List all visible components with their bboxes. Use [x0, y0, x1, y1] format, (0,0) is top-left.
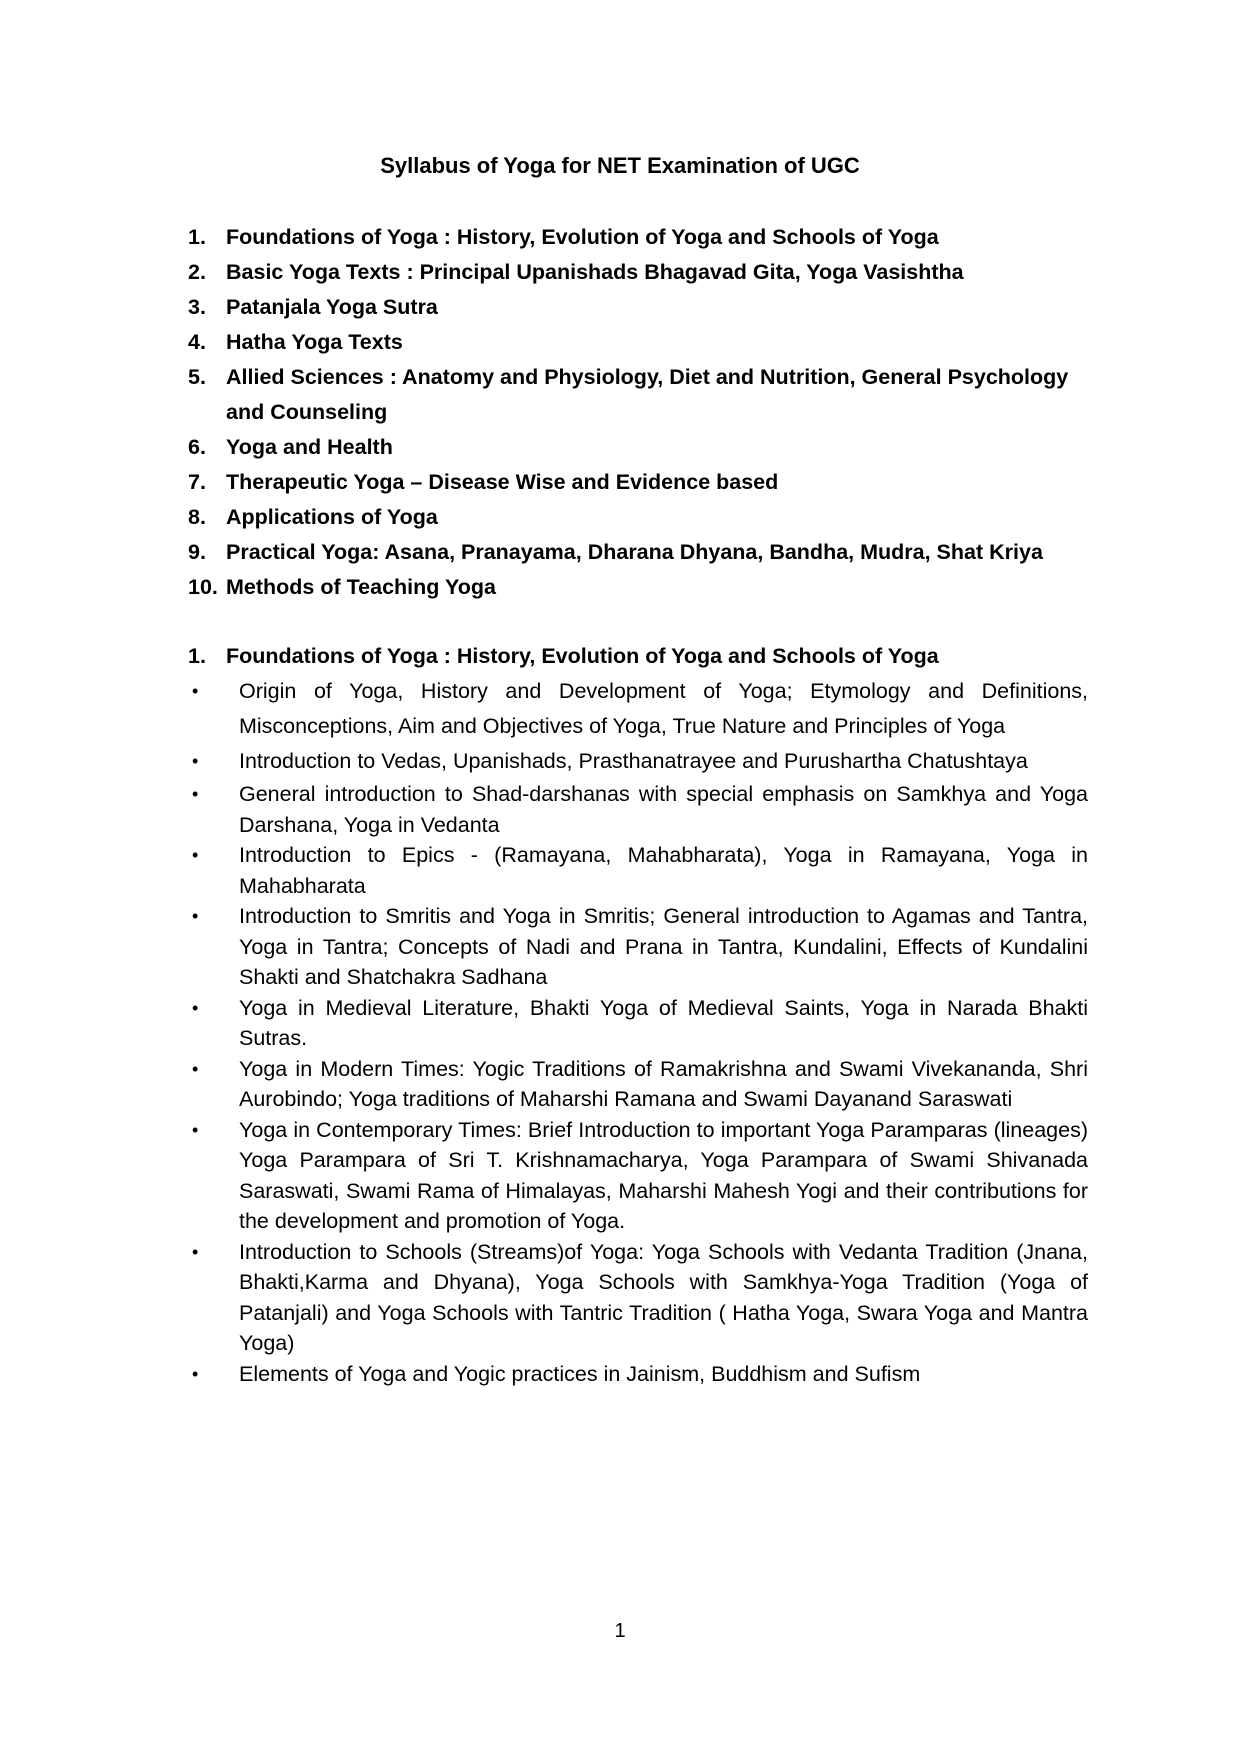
- topic-bullet: [188, 779, 1088, 840]
- topic-bullet: [188, 1115, 1088, 1237]
- topic-bullet: [188, 993, 1088, 1054]
- topic-bullet: [188, 1054, 1088, 1115]
- section-foundations-of-yoga: [188, 639, 1088, 1389]
- item-text: Patanjala Yoga Sutra: [226, 295, 438, 319]
- bullet-text: Origin of Yoga, History and Development of Yoga; Etymology and Definitions, Misconceptions, Aim and Objectives of Yoga, True Nature and Principles of Yoga: [239, 679, 1088, 738]
- document-title: Syllabus of Yoga for NET Examination of UGC: [380, 153, 860, 178]
- item-number: 7.: [188, 470, 206, 494]
- bullet-text: Introduction to Schools (Streams)of Yoga: Yoga Schools with Vedanta Tradition (Jnana, Bhakti,Karma and Dhyana), Yoga Schools with Samkhya-Yoga Tradition (Yoga of Patanjali) and Yoga Schools with Tantric Tradition ( Hatha Yoga, Swara Yoga and Mantra Yoga): [239, 1239, 1088, 1355]
- section-number: 1.: [188, 644, 206, 668]
- bullet-icon: •: [192, 997, 199, 1018]
- topic-bullet: [188, 744, 1088, 779]
- bullet-icon: •: [192, 751, 199, 771]
- bullet-icon: •: [192, 906, 199, 926]
- item-text: Hatha Yoga Texts: [226, 330, 403, 354]
- topic-bullet: [188, 1359, 1088, 1390]
- bullet-text: General introduction to Shad-darshanas with special emphasis on Samkhya and Yoga Darshana, Yoga in Vedanta: [239, 782, 1088, 837]
- contents-item: [188, 360, 1088, 430]
- item-text: Allied Sciences : Anatomy and Physiology, Diet and Nutrition, General Psychology and Counseling: [226, 365, 1069, 424]
- contents-item: [188, 220, 1088, 255]
- topic-bullet: [188, 674, 1088, 744]
- bullet-text: Elements of Yoga and Yogic practices in Jainism, Buddhism and Sufism: [239, 1361, 921, 1386]
- contents-item: [188, 500, 1088, 535]
- contents-item: [188, 570, 1088, 605]
- item-number: 9.: [188, 540, 206, 564]
- contents-item: [188, 535, 1088, 570]
- item-text: Applications of Yoga: [226, 505, 438, 529]
- item-number: 6.: [188, 435, 206, 459]
- item-text: Therapeutic Yoga – Disease Wise and Evidence based: [226, 470, 779, 494]
- contents-item: [188, 255, 1088, 290]
- item-text: Basic Yoga Texts : Principal Upanishads Bhagavad Gita, Yoga Vasishtha: [226, 260, 964, 284]
- page-number: 1: [614, 1620, 626, 1642]
- bullet-text: Yoga in Modern Times: Yogic Traditions of Ramakrishna and Swami Vivekananda, Shri Aurobindo; Yoga traditions of Maharshi Ramana and Swami Dayanand Saraswati: [239, 1056, 1088, 1111]
- topic-bullet-list: [188, 674, 1088, 1389]
- item-number: 8.: [188, 505, 206, 529]
- contents-item: [188, 465, 1088, 500]
- bullet-icon: •: [192, 845, 199, 865]
- bullet-icon: •: [192, 681, 199, 701]
- item-number: 4.: [188, 330, 206, 354]
- item-text: Yoga and Health: [226, 435, 393, 459]
- bullet-text: Introduction to Epics - (Ramayana, Mahabharata), Yoga in Ramayana, Yoga in Mahabharata: [239, 843, 1088, 898]
- contents-item: [188, 430, 1088, 465]
- bullet-icon: •: [192, 1119, 199, 1140]
- item-text: Practical Yoga: Asana, Pranayama, Dharana Dhyana, Bandha, Mudra, Shat Kriya: [226, 540, 1043, 564]
- section-heading-text: Foundations of Yoga : History, Evolution of Yoga and Schools of Yoga: [226, 644, 939, 668]
- item-number: 5.: [188, 365, 206, 389]
- item-number: 2.: [188, 260, 206, 284]
- item-number: 3.: [188, 295, 206, 319]
- bullet-icon: •: [192, 784, 199, 804]
- item-number: 10.: [188, 575, 218, 599]
- bullet-icon: •: [192, 1058, 199, 1079]
- bullet-icon: •: [192, 1241, 199, 1262]
- bullet-icon: •: [192, 1363, 199, 1384]
- item-text: Methods of Teaching Yoga: [226, 575, 496, 599]
- section-heading: [188, 639, 1088, 674]
- contents-item: [188, 325, 1088, 360]
- item-number: 1.: [188, 225, 206, 249]
- bullet-text: Introduction to Smritis and Yoga in Smritis; General introduction to Agamas and Tantra, Yoga in Tantra; Concepts of Nadi and Prana in Tantra, Kundalini, Effects of Kundalini Shakti and Shatchakra Sadhana: [239, 904, 1088, 989]
- contents-item: [188, 290, 1088, 325]
- syllabus-contents-list: [188, 220, 1088, 605]
- item-text: Foundations of Yoga : History, Evolution of Yoga and Schools of Yoga: [226, 225, 939, 249]
- topic-bullet: [188, 840, 1088, 901]
- topic-bullet: [188, 1237, 1088, 1359]
- bullet-text: Introduction to Vedas, Upanishads, Prasthanatrayee and Purushartha Chatushtaya: [239, 749, 1028, 773]
- bullet-text: Yoga in Contemporary Times: Brief Introduction to important Yoga Paramparas (lineages) Yoga Parampara of Sri T. Krishnamacharya, Yoga Parampara of Swami Shivanada Saraswati, Swami Rama of Himalayas, Maharshi Mahesh Yogi and their contributions for the development and promotion of Yoga.: [239, 1117, 1088, 1233]
- topic-bullet: [188, 901, 1088, 993]
- bullet-text: Yoga in Medieval Literature, Bhakti Yoga of Medieval Saints, Yoga in Narada Bhakti Sutras.: [239, 995, 1088, 1050]
